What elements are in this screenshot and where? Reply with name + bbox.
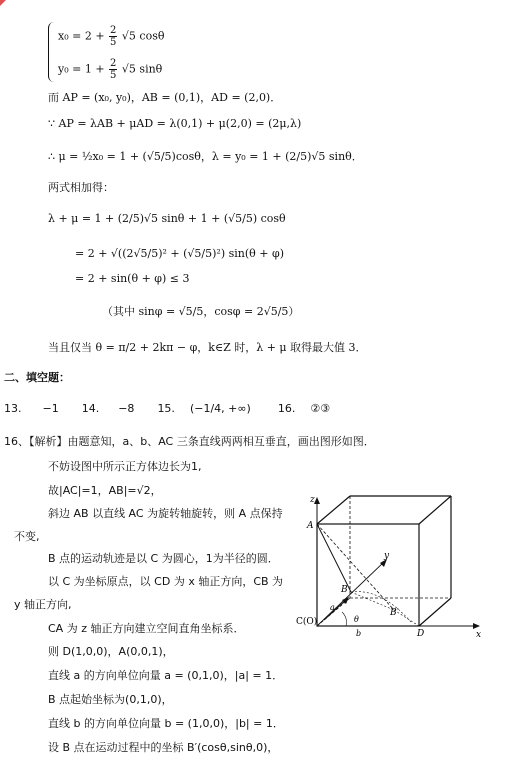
sum-line-2: = 2 + √((2√5/5)² + (√5/5)²) sin(θ + φ): [75, 247, 284, 260]
q13-label: 13.: [4, 402, 22, 415]
analysis-line-12: B 点起始坐标为(0,1,0)，: [48, 693, 173, 706]
analysis-line-13: 直线 b 的方向单位向量 b = (1,0,0)，|b| = 1．: [48, 717, 284, 730]
sum-line-1: λ + μ = 1 + (2/5)√5 sinθ + 1 + (√5/5) cosθ: [48, 212, 286, 225]
q14-label: 14.: [81, 402, 100, 415]
q14-answer: −8: [118, 402, 135, 415]
x-label: x: [476, 630, 482, 638]
analysis-line-4: 斜边 AB 以直线 AC 为旋转轴旋转，则 A 点保持: [48, 507, 283, 520]
sum-line-3: = 2 + sin(θ + φ) ≤ 3: [75, 272, 190, 285]
q13-answer: −1: [42, 402, 59, 415]
analysis-line-11: 直线 a 的方向单位向量 a = (0,1,0)，|a| = 1．: [48, 669, 284, 682]
x0-equation: x₀ = 2 + $\frac{2}{5}$ √5 cosθ: [58, 25, 165, 48]
analysis-line-9: CA 为 z 轴正方向建立空间直角坐标系．: [48, 622, 245, 635]
z-label: z: [310, 495, 315, 505]
y-label: y: [384, 551, 390, 561]
y-axis: [317, 562, 384, 626]
point-Bp-label: B′: [390, 608, 399, 618]
phi-note: （其中 sinφ = √5/5，cosφ = 2√5/5）: [102, 305, 300, 318]
q16-label: 16.: [277, 402, 296, 415]
point-C-label: C(O): [296, 617, 318, 627]
analysis-line-10: 则 D(1,0,0)，A(0,0,1)，: [48, 645, 174, 658]
theta-label: θ: [354, 615, 359, 624]
analysis-line-14: 设 B 点在运动过程中的坐标 B′(cosθ,sinθ,0)，: [48, 741, 279, 754]
answers-row: [4, 402, 330, 416]
corner-mark-icon: [0, 0, 6, 6]
q15-answer: (−1/4, +∞): [189, 402, 251, 415]
add-line: 两式相加得：: [48, 181, 114, 194]
analysis-line-3: 故|AC|=1，AB|=√2，: [48, 484, 162, 497]
vector-b-label: b: [356, 629, 362, 638]
analysis-line-6: B 点的运动轨迹是以 C 为圆心，1为半径的圆．: [48, 552, 279, 565]
point-B-label: B: [341, 585, 348, 595]
cube-figure: [296, 492, 490, 638]
vectors-line: 而 AP = (x₀, y₀)，AB = (0,1)，AD = (2,0)．: [48, 91, 282, 104]
point-D-label: D: [417, 629, 425, 638]
y0-equation: y₀ = 1 + $\frac{2}{5}$ √5 sinθ: [58, 58, 163, 81]
analysis-line-5: 不变,: [14, 530, 40, 543]
q16-answer: ②③: [310, 402, 331, 415]
analysis-line-2: 不妨设图中所示正方体边长为1,: [48, 460, 202, 473]
when-line: 当且仅当 θ = π/2 + 2kπ − φ，k∈Z 时，λ + μ 取得最大值 3．: [48, 341, 367, 354]
because-line: ∵ AP = λAB + μAD = λ(0,1) + μ(2,0) = (2μ,λ): [48, 117, 302, 130]
section-title: 二、填空题：: [4, 371, 70, 384]
point-A-label: A: [307, 521, 314, 531]
therefore-line: ∴ μ = ½x₀ = 1 + (√5/5)cosθ，λ = y₀ = 1 + (2/5)√5 sinθ．: [48, 150, 363, 163]
analysis-line-1: 16、【解析】由题意知，a、b、AC 三条直线两两相互垂直，画出图形如图．: [4, 435, 375, 448]
system-brace: [48, 22, 55, 82]
analysis-line-8: y 轴正方向,: [14, 598, 72, 611]
analysis-line-7: 以 C 为坐标原点，以 CD 为 x 轴正方向，CB 为: [48, 575, 284, 588]
q15-label: 15.: [157, 402, 175, 415]
vector-a-label: a: [330, 603, 335, 612]
